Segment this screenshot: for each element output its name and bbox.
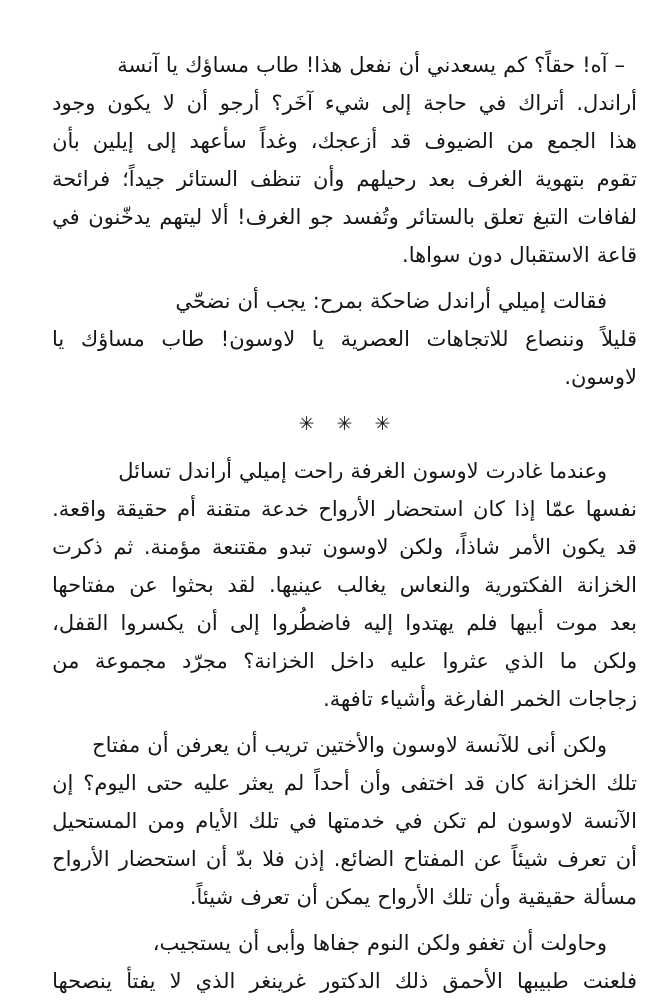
word: أراندل [178,459,232,483]
word: يستجيب، [152,931,231,955]
word: يعثر [240,771,275,795]
word: حقيقة [115,497,168,521]
word: راحت [293,459,344,483]
word: لاوسون [322,535,389,559]
word: حقاً؟ [534,53,576,77]
word: أن [237,931,260,955]
word: ثم [113,535,134,559]
word: إذن [293,847,325,871]
word: يمكن [324,885,371,909]
text-line [52,236,637,274]
word: يا [52,327,65,351]
word: ولكن [562,733,607,757]
word: قد [615,535,637,559]
word: الذي [195,969,236,993]
word: والنعاس [399,573,471,597]
word: لاوسون [412,459,479,483]
word: كان [473,497,505,521]
word: أراندل. [576,91,637,115]
word: الغرفة [350,459,406,483]
word: الفارغة [443,687,505,711]
word: أن [296,885,318,909]
word: عن [129,573,158,597]
word: من [506,129,534,153]
word: لفافات [577,205,637,229]
word: لم [476,809,497,833]
text-line [52,84,637,122]
word: جيداً؛ [122,167,165,191]
word: أن [196,611,218,635]
word: فلا [262,847,285,871]
word: أن [186,91,208,115]
word: اختفى [400,771,455,795]
word: أن [236,733,258,757]
word: فرائحة [52,167,111,191]
word: قليلاً [601,327,637,351]
text-line [52,160,637,198]
paragraph [52,46,637,274]
word: الغرف [467,167,523,191]
word: الآنسة [583,809,637,833]
word: ينصحها [52,969,113,993]
word: طبيبها [516,969,569,993]
word: التبغ [532,205,569,229]
word: الفكتورية [484,573,564,597]
word: دون [467,243,503,267]
word: هذا! [305,53,343,77]
word: القفل، [52,611,109,635]
word: يكون [107,91,151,115]
word: يسعدني [427,53,497,77]
word: أن [615,847,637,871]
word: للاتجاهات [426,327,509,351]
word: تنظف [249,167,302,191]
text-line [52,198,637,236]
word: شاذاً، [453,535,500,559]
word: المستحيل [52,809,138,833]
text-line [52,320,637,358]
word: في [395,809,423,833]
word: حتى [146,771,184,795]
asterisk-icon: ✳ [336,413,353,435]
word: سواها. [402,243,461,267]
word: بعد [610,611,637,635]
word: الجمع [546,129,597,153]
word: مجرّد [181,649,228,673]
word: أزعجك، [310,129,378,153]
text-line [52,962,637,1000]
word: آخَر؟ [271,91,313,115]
word: غادرت [485,459,543,483]
text-line [52,802,637,840]
word: بدّ [236,847,254,871]
word: طاب [161,327,205,351]
word: ما [559,649,578,673]
word: فلم [466,611,498,635]
word: يعرفن [175,733,230,757]
word: تعرف [240,885,290,909]
word: إن [52,771,74,795]
word: تلك [441,885,473,909]
word: ضاحكة [370,289,431,313]
word: إلى [146,129,177,153]
text-line [52,452,637,490]
word: الدكتور [320,969,381,993]
word: تريب [264,733,309,757]
word: وأن [313,167,345,191]
word: مساؤك [80,327,145,351]
word: الاستقبال [509,243,590,267]
word: ذلك [394,969,429,993]
text-line [52,680,637,718]
word: مفتاح [92,733,141,757]
word: اليوم؟ [83,771,137,795]
word: يا [165,53,179,77]
word: إلى [381,91,412,115]
word: لا [169,969,182,993]
word: وأبى [266,931,306,955]
word: النوم [367,931,410,955]
word: عليه [389,649,427,673]
word: خدمتها [327,809,385,833]
word: كان [494,771,527,795]
word: الخزانة [536,771,597,795]
word: تبدو [278,535,312,559]
text-line [52,358,637,396]
word: بالستائر [407,205,475,229]
word: ذكرت [52,535,103,559]
word: وأن [479,885,511,909]
word: للآنسة [464,733,520,757]
text-line [52,490,637,528]
word: في [289,809,317,833]
word: وأن [359,771,391,795]
word: لاوسون [391,733,458,757]
word: تعرف [557,847,607,871]
text-line [52,764,637,802]
word: واقعة. [52,497,107,521]
word: يدخّنون [88,205,151,229]
text-line [52,566,637,604]
word: لاوسون [507,809,574,833]
word: والأختين [315,733,385,757]
word: في [478,91,507,115]
text-line [52,726,637,764]
word: ليتهم [159,205,203,229]
word: إيلين [92,129,134,153]
word: عليه [193,771,231,795]
word: أحداً [314,771,350,795]
text-line [52,878,637,916]
text-line [52,604,637,642]
word: الستائر [176,167,239,191]
word: جو [309,205,334,229]
word: أرجو [219,91,260,115]
paragraph [52,924,637,1000]
word: الأرواح [377,885,435,909]
word: نضحّي [175,289,231,313]
word: تقوم [596,167,637,191]
word: بعد [428,167,456,191]
word: فقالت [552,289,607,313]
word: متقنة [205,497,252,521]
word: كم [503,53,528,77]
word: إليه [363,611,394,635]
word: سأعهد [189,129,247,153]
text-line [52,282,637,320]
word: يكسروا [120,611,185,635]
word: الخزانة [576,573,637,597]
word: من [52,649,80,673]
text-line [52,924,637,962]
word: إميلي [498,289,546,313]
word: بتهوية [534,167,585,191]
asterisk-icon: ✳ [298,413,315,435]
word: زجاجات [568,687,637,711]
paragraph [52,726,637,916]
word: لم [283,771,305,795]
word: العصرية [340,327,410,351]
word: عثروا [442,649,489,673]
word: لاوسون! [220,327,296,351]
word: قد [463,771,485,795]
word: تلك [606,771,637,795]
word: وتُفسد [342,205,399,229]
section-separator [52,404,637,444]
word: مؤمنة. [143,535,202,559]
word: الذي [504,649,545,673]
word: قاعة [596,243,637,267]
word: تغفو [467,931,506,955]
word: حاجة [423,91,467,115]
word: الأمر [510,535,552,559]
word: جفاها [312,931,361,955]
word: استحضار [118,847,197,871]
word: يهتدوا [405,611,455,635]
word: لاوسون. [564,365,637,389]
asterisk-icon: ✳ [374,413,391,435]
word: في [52,205,80,229]
word: لا [162,91,175,115]
word: إميلي [238,459,287,483]
paragraph [52,452,637,718]
word: الأحمق [442,969,503,993]
word: المفتاح [403,847,465,871]
word: الخمر [511,687,562,711]
word: وغداً [259,129,298,153]
word: لقد [227,573,256,597]
paragraph [52,282,637,396]
word: نفسها [585,497,637,521]
word: وننصاع [525,327,585,351]
word: أبيها [509,611,544,635]
word: آنسة [117,53,159,77]
word: أن [147,733,169,757]
word: الأرواح [52,847,110,871]
word: الأيام [195,809,239,833]
word: الخزانة؟ [243,649,315,673]
word: مجموعة [94,649,167,673]
word: غرينغر [249,969,306,993]
word: استحضار [385,497,464,521]
word: إذا [514,497,536,521]
word: حقيقية [517,885,576,909]
word: إلى [229,611,260,635]
word: عمّا [545,497,577,521]
word: وأشياء [379,687,437,711]
word: هذا [609,129,637,153]
word: الضائع. [333,847,395,871]
word: أن [237,289,259,313]
word: أم [177,497,196,521]
word: وحاولت [540,931,607,955]
word: شيئاً [511,847,549,871]
word: أن [512,931,534,955]
word: يكون [561,535,606,559]
word: عن [473,847,503,871]
word: رحيلهم [356,167,417,191]
word: وجود [52,91,96,115]
word: بحثوا [171,573,214,597]
word: مفتاحها [52,573,116,597]
word: موت [555,611,598,635]
word: فلعنت [582,969,637,993]
word: وعندما [549,459,607,483]
word: – [614,53,625,77]
word: شيء [324,91,370,115]
text-line [52,46,637,84]
word: بمرح: [312,289,363,313]
word: ولكن [592,649,637,673]
word: يجب [265,289,306,313]
word: ألا [210,205,229,229]
word: تكن [432,809,467,833]
text-line [52,840,637,878]
word: ولكن [399,535,444,559]
word: ولكن [416,931,461,955]
word: أن [398,53,420,77]
word: أنى [526,733,556,757]
word: الضيوف [424,129,494,153]
word: أراندل [437,289,492,313]
text-line [52,642,637,680]
word: قد [390,129,412,153]
word: تسائل [118,459,172,483]
word: تافهة. [323,687,373,711]
word: الأرواح [318,497,376,521]
word: آه! [582,53,608,77]
word: شيئاً. [189,885,234,909]
word: تلك [248,809,280,833]
word: بأن [52,129,80,153]
word: فاضطُروا [271,611,352,635]
text-line [52,122,637,160]
word: ومن [147,809,185,833]
word: مساؤك [185,53,249,77]
word: أتراك [518,91,565,115]
word: يفتأ [126,969,156,993]
word: عينيها. [268,573,324,597]
word: مسألة [582,885,637,909]
text-line [52,528,637,566]
word: داخل [330,649,375,673]
word: تعلق [483,205,525,229]
word: خدعة [260,497,309,521]
word: أن [205,847,228,871]
word: مقتنعة [212,535,268,559]
word: نفعل [349,53,392,77]
word: طاب [255,53,299,77]
word: الغرف! [237,205,302,229]
word: يا [311,327,325,351]
word: يغالب [336,573,387,597]
